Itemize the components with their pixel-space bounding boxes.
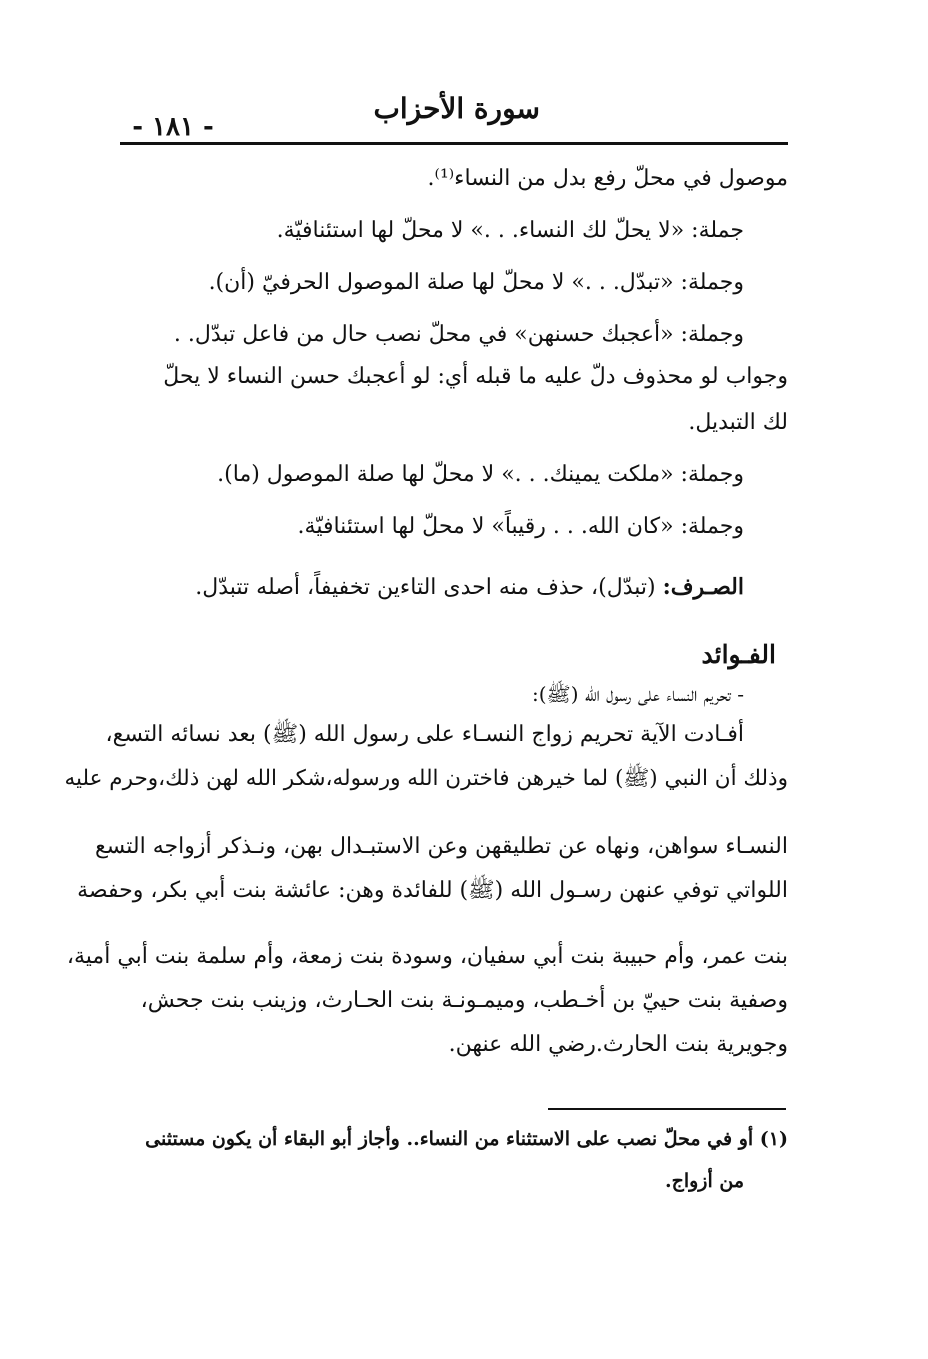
fawaid-line-6: وصفية بنت حييّ بن أخـطب، وميمـونـة بنت الحـارث، وزينب بنت جحش،: [140, 988, 788, 1013]
body-line-sarf: [195, 574, 744, 601]
fawaid-line-4: اللواتي توفي عنهن رسـول الله (ﷺ) للفائدة وهن: عائشة بنت أبي بكر، وحفصة: [77, 878, 788, 903]
sarf-text: (تبدّل)، حذف منه احدى التاءين تخفيفاً، أصله تتبدّل.: [195, 575, 663, 600]
footnote-line-1: (١) أو في محلّ نصب على الاستثناء من النساء.. وأجاز أبو البقاء أن يكون مستثنى: [145, 1128, 788, 1150]
page-number: - ١٨١ -: [132, 112, 214, 142]
fawaid-line-5: بنت عمر، وأم حبيبة بنت أبي سفيان، وسودة بنت زمعة، وأم سلمة بنت أبي أمية،: [66, 944, 788, 969]
body-line-3: وجملة: «تبدّل. . .» لا محلّ لها صلة الموصول الحرفيّ (أن).: [208, 270, 744, 295]
body-line-6: لك التبديل.: [688, 410, 788, 435]
sarf-label: الصـرف:: [662, 574, 744, 600]
footnote-line-2: من أزواج.: [664, 1170, 744, 1192]
footnote-divider: [548, 1108, 786, 1110]
fawaid-line-7: وجويرية بنت الحارث.رضي الله عنهن.: [448, 1032, 788, 1057]
body-line-5: وجواب لو محذوف دلّ عليه ما قبله أي: لو أعجبك حسن النساء لا يحلّ: [163, 364, 788, 389]
fawaid-line-3: النسـاء سواهن، ونهاه عن تطليقهن وعن الاستبـدال بهن، ونـذكر أزواجه التسع: [94, 834, 788, 859]
body-line-2: جملة: «لا يحلّ لك النساء. . .» لا محلّ لها استئنافيّة.: [276, 218, 744, 243]
running-header-title: سورة الأحزاب: [373, 92, 540, 125]
fawaid-line-2: وذلك أن النبي (ﷺ) لما خيرهن فاخترن الله ورسوله،شكر الله لهن ذلك،وحرم عليه: [64, 766, 788, 791]
fawaid-subheading: - تحريم النساء على رسول الله (ﷺ):: [532, 682, 744, 706]
section-heading-fawaid: الفـوائد: [701, 640, 776, 669]
body-line-1: موصول في محلّ رفع بدل من النساء⁽¹⁾.: [427, 166, 788, 191]
body-line-8: وجملة: «كان الله. . . رقيباً» لا محلّ لها استئنافيّة.: [297, 514, 744, 539]
body-line-7: وجملة: «ملكت يمينك. . .» لا محلّ لها صلة الموصول (ما).: [217, 462, 744, 487]
fawaid-line-1: أفـادت الآية تحريم زواج النسـاء على رسول الله (ﷺ) بعد نسائه التسع،: [105, 722, 744, 747]
body-line-4: وجملة: «أعجبك حسنهن» في محلّ نصب حال من فاعل تبدّل. .: [173, 322, 744, 347]
header-divider: [120, 142, 788, 145]
